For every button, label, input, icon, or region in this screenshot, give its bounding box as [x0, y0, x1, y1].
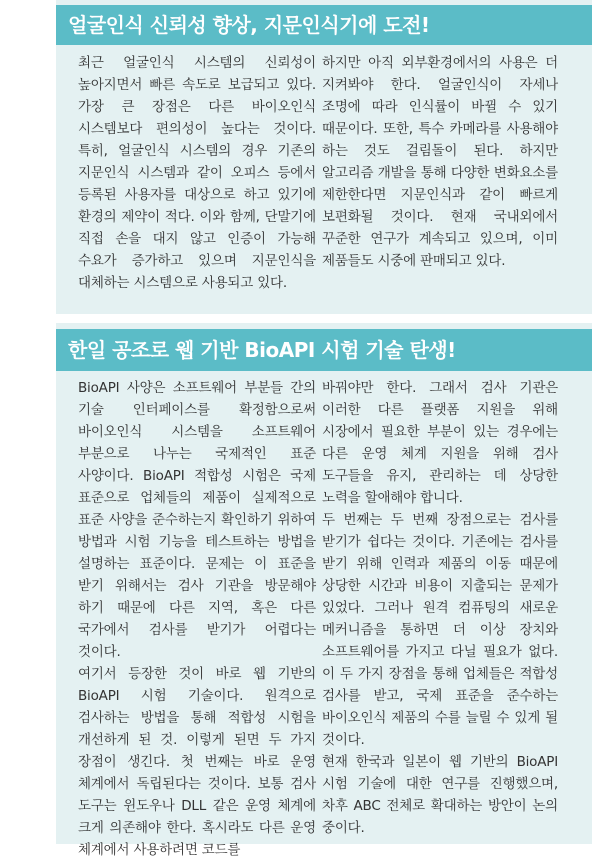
text-column-left	[78, 52, 316, 294]
text-column-left	[78, 377, 316, 861]
text-column-right	[322, 377, 558, 839]
section-bioapi	[56, 323, 592, 858]
section-title: 얼굴인식 신뢰성 향상, 지문인식기에 도전!	[56, 5, 592, 45]
section-face-recognition	[56, 0, 592, 314]
paragraph: 바꿔야만 한다. 그래서 검사 기관은 이러한 다른 플랫폼 지원을 위해 시장에서 필요한 부분이 있는 경우에는 다른 운영 체계 지원을 위해 검사 도구들을 유지, 관리하는 데 상당한 노력을 할애해야 합니다.	[322, 380, 558, 506]
paragraph: 현재 한국과 일본이 웹 기반의 BioAPI 시험 기술에 대한 연구를 진행했으며, 차후 ABC 전체로 확대하는 방안이 논의 중이다.	[322, 754, 558, 836]
paragraph: 최근 얼굴인식 시스템의 신뢰성이 높아지면서 빠른 속도로 보급되고 있다. 가장 큰 장점은 다른 바이오인식 시스템보다 편의성이 높다는 것이다. 특히, 얼굴인식 시스템의 경우 기존의 지문인식 시스템과 같이 오피스 등에서 등록된 사용자를 대상으로 하고 있기에 환경의 제약이 적다. 이와 함께, 단말기에 직접 손을 대지 않고 인증이 가능해 수요가 증가하고 있으며 지문인식을 대체하는 시스템으로 사용되고 있다.	[78, 55, 316, 291]
paragraph: BioAPI 사양은 소프트웨어 부분들 간의 기술 인터페이스를 확정함으로써 바이오인식 시스템을 소프트웨어 부분으로 나누는 국제적인 표준 사양이다. BioAPI 적합성 시험은 국제 표준으로 업체들의 제품이 실제적으로 표준 사양을 준수하는지 확인하기 위하여 방법과 시험 기능을 테스트하는 방법을 설명하는 표준이다. 문제는 이 표준을 받기 위해서는 검사 기관을 방문해야 하기 때문에 다른 지역, 혹은 다른 국가에서 검사를 받기가 어렵다는 것이다.	[78, 380, 316, 660]
paragraph: 여기서 등장한 것이 바로 웹 기반의 BioAPI 시험 기술이다. 원격으로 검사하는 방법을 통해 적합성 시험을 개선하게 된 것. 이렇게 된면 두 가지 장점이 생긴다. 첫 번째는 바로 운영 체계에서 독립된다는 것이다. 보통 검사 도구는 윈도우나 DLL 같은 운영 체계에 크게 의존해야 한다. 혹시라도 다른 운영 체계에서 사용하려면 코드를	[78, 666, 316, 858]
section-title: 한일 공조로 웹 기반 BioAPI 시험 기술 탄생!	[56, 329, 592, 371]
paragraph: 두 번째는 두 번째 장점으로는 검사를 받기가 쉽다는 것이다. 기존에는 검사를 받기 위해 인력과 제품의 이동 때문에 상당한 시간과 비용이 지출되는 문제가 있었다. 그러나 원격 컴퓨팅의 새로운 메커니즘을 통하면 더 이상 장치와 소프트웨어를 가지고 다닐 필요가 없다. 이 두 가지 장점을 통해 업체들은 적합성 검사를 받고, 국제 표준을 준수하는 바이오인식 제품의 수를 늘릴 수 있게 될 것이다.	[322, 512, 558, 748]
text-column-right	[322, 52, 558, 272]
paragraph: 하지만 아직 외부환경에서의 사용은 더 지켜봐야 한다. 얼굴인식이 자세나 조명에 따라 인식률이 바뀔 수 있기 때문이다. 또한, 특수 카메라를 사용해야 하는 것도 걸림돌이 된다. 하지만 알고리즘 개발을 통해 다양한 변화요소를 제한한다면 지문인식과 같이 빠르게 보편화될 것이다. 현재 국내외에서 꾸준한 연구가 계속되고 있으며, 이미 제품들도 시중에 판매되고 있다.	[322, 55, 558, 269]
